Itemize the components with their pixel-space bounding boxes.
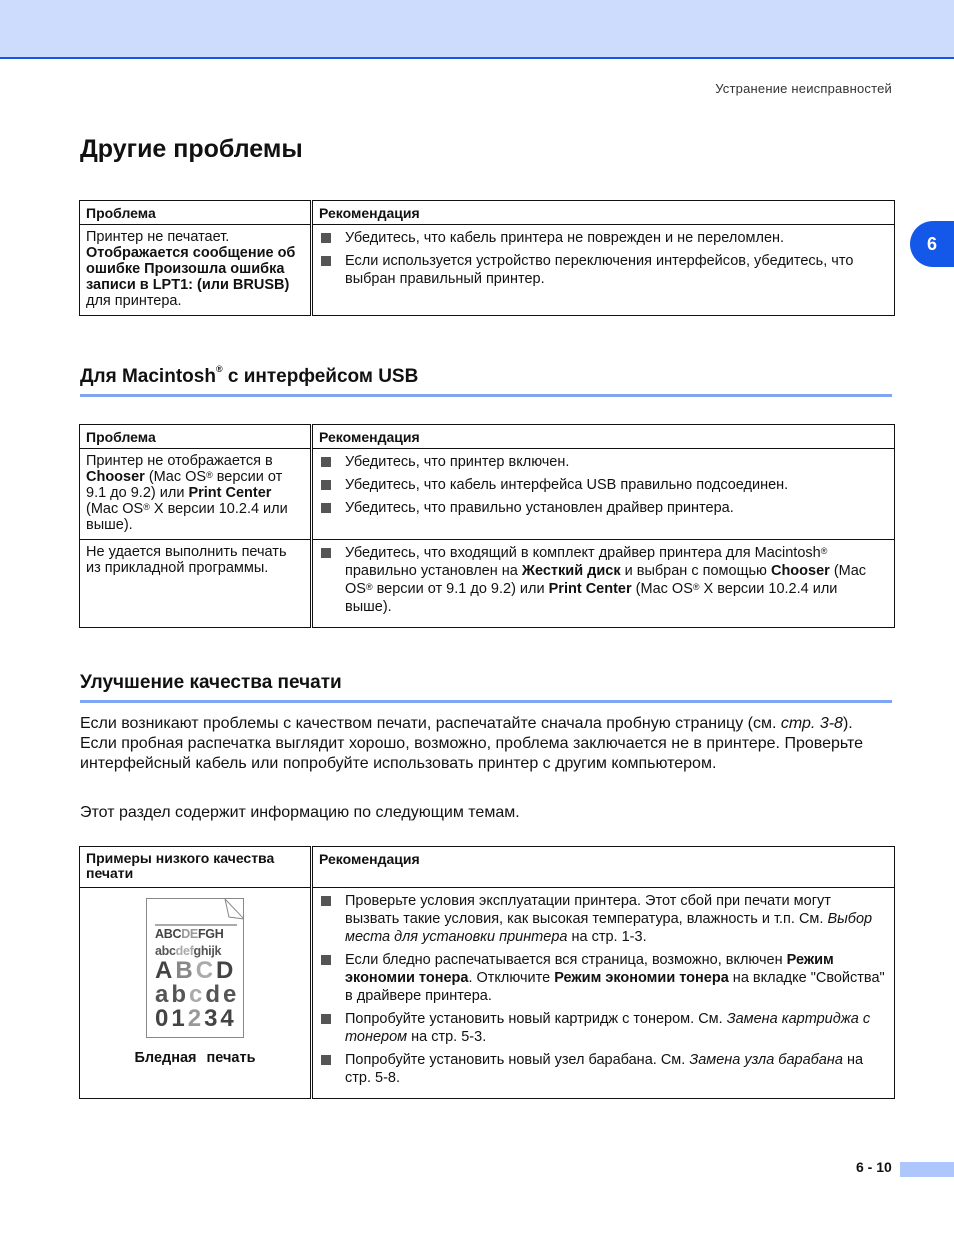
list-item [319,892,888,946]
square-bullet-icon [321,503,331,513]
section-title-text: с интерфейсом USB [222,366,419,387]
sample-line-2: abcdefghijk [155,943,222,958]
rec-text: Попробуйте установить новый картридж с тонером. См. [345,1011,727,1027]
col-header-examples: Примеры низкого качества печати [80,847,312,888]
page-number-bar [900,1162,954,1177]
rec-text: (Mac OS [345,563,867,597]
rec-bold-text: Жесткий диск [521,563,621,579]
sample-line-4: abcde [155,981,240,1008]
table-header-row [80,425,895,449]
rec-bold-text: Chooser [770,563,830,579]
rec-text: Убедитесь, что принтер включен. [345,454,570,470]
problem-cell [80,225,312,316]
table-print-quality [79,846,895,1099]
rec-text: Убедитесь, что кабель принтера не поврежден и не переломлен. [345,230,785,246]
square-bullet-icon [321,955,331,965]
rec-text: X версии 10.2.4 или выше). [345,581,838,615]
rec-text: (Mac OS [631,581,693,597]
square-bullet-icon [321,1055,331,1065]
problem-bold-text: Отображается сообщение об ошибке Произошла ошибка записи в LPT1: (или BRUSB) [86,245,296,293]
sample-caption: Бледная печать [134,1050,256,1066]
intro-paragraph [80,714,890,774]
problem-bold-text: Chooser [86,469,145,485]
rec-bold-text: Режим экономии тонера [345,952,834,986]
rec-text: Если используется устройство переключения интерфейсов, убедитесь, что выбран правильный принтер. [345,253,854,287]
problem-text: для принтера. [86,293,182,309]
cross-reference-link[interactable]: Замена картриджа с тонером [345,1011,871,1045]
problem-text: (Mac OS [86,501,144,517]
square-bullet-icon [321,1014,331,1024]
list-item [319,229,888,247]
table-row [80,540,895,628]
section-title-quality: Улучшение качества печати [80,672,342,693]
rec-text: и выбран с помощью [620,563,771,579]
page-number: 6 - 10 [856,1159,892,1175]
recommendation-cell [312,225,895,316]
list-item [319,453,888,471]
recommendation-cell [312,888,895,1099]
rec-text: Попробуйте установить новый узел барабана. См. [345,1052,690,1068]
table-header-row [80,201,895,225]
registered-mark: ® [206,470,213,480]
table-row [80,225,895,316]
registered-mark: ® [215,364,223,374]
table-header-row [80,847,895,888]
square-bullet-icon [321,256,331,266]
col-header-problem: Проблема [80,201,312,225]
sample-illustration [86,892,304,1066]
registered-mark: ® [820,546,828,556]
registered-mark: ® [143,502,150,512]
rec-text: . Отключите [468,970,555,986]
square-bullet-icon [321,896,331,906]
table-mac-usb [79,424,895,628]
running-head: Устранение неисправностей [715,81,892,96]
section-rule [80,394,892,397]
sample-cell [80,888,312,1099]
list-item [319,1010,888,1046]
problem-text: Принтер не печатает. [86,229,230,245]
col-header-recommendation: Рекомендация [312,201,895,225]
problem-text: версии от 9.1 до 9.2) или [86,469,283,501]
section-title-text: Для Macintosh [80,366,216,387]
square-bullet-icon [321,548,331,558]
list-item [319,252,888,288]
rec-text: Проверьте условия эксплуатации принтера. Этот сбой при печати могут вызвать такие условия, как высокая температура, влажность и т.п. См. [345,893,831,927]
recommendation-cell [312,449,895,540]
chapter-tab[interactable]: 6 [910,221,954,267]
problem-cell: Не удается выполнить печать из прикладной программы. [80,540,312,628]
rec-bold-text: Режим экономии тонера [554,970,729,986]
cross-reference-link[interactable]: Выбор места для установки принтера [345,911,873,945]
cross-reference-link[interactable]: Замена узла барабана [689,1052,843,1068]
list-item [319,1051,888,1087]
rec-text: на стр. 5-3. [407,1029,487,1045]
table-row [80,888,895,1099]
problem-text: Принтер не отображается в [86,453,273,469]
header-band [0,0,954,59]
rec-bold-text: Print Center [548,581,632,597]
list-item [319,544,888,616]
topics-paragraph: Этот раздел содержит информацию по следующим темам. [80,804,520,821]
square-bullet-icon [321,457,331,467]
rec-text: на стр. 5-8. [345,1052,864,1086]
recommendation-cell [312,540,895,628]
rec-text: версии от 9.1 до 9.2) или [372,581,549,597]
sample-line-5: 01234 [155,1005,237,1032]
list-item [319,499,888,517]
problem-cell [80,449,312,540]
section-rule [80,700,892,703]
rec-text: Убедитесь, что кабель интерфейса USB правильно подсоединен. [345,477,789,493]
rec-text: правильно установлен на [345,563,522,579]
col-header-recommendation: Рекомендация [312,425,895,449]
problem-bold-text: Print Center [188,485,272,501]
page-reference-link[interactable]: стр. 3-8 [780,715,843,732]
faded-page-icon [146,898,244,1038]
rec-text: на вкладке "Свойства" в драйвере принтера. [345,970,885,1004]
rec-text: на стр. 1-3. [567,929,647,945]
square-bullet-icon [321,480,331,490]
paragraph-text: ). Если пробная распечатка выглядит хорошо, возможно, проблема заключается не в принтере. Проверьте интерфейсный кабель или попробуйте использовать принтер с другим компьютером. [80,715,863,772]
col-header-recommendation: Рекомендация [312,847,895,888]
square-bullet-icon [321,233,331,243]
registered-mark: ® [365,582,373,592]
problem-text: X версии 10.2.4 или выше). [86,501,288,533]
col-header-problem: Проблема [80,425,312,449]
table-row [80,449,895,540]
registered-mark: ® [692,582,700,592]
sample-line-1: ABCDEFGH [155,927,224,941]
section-title-mac [80,366,418,388]
problem-text: (Mac OS [144,469,207,485]
table-other-problems [79,200,895,316]
rec-text: Убедитесь, что входящий в комплект драйвер принтера для Macintosh [345,545,821,561]
list-item [319,476,888,494]
list-item [319,951,888,1005]
rec-text: Убедитесь, что правильно установлен драйвер принтера. [345,500,734,516]
sample-line-3: ABCD [155,957,237,984]
rec-text: Если бледно распечатывается вся страница, возможно, включен [345,952,787,968]
paragraph-text: Если возникают проблемы с качеством печати, распечатайте сначала пробную страницу (см. [80,715,781,732]
page-title: Другие проблемы [80,135,303,163]
